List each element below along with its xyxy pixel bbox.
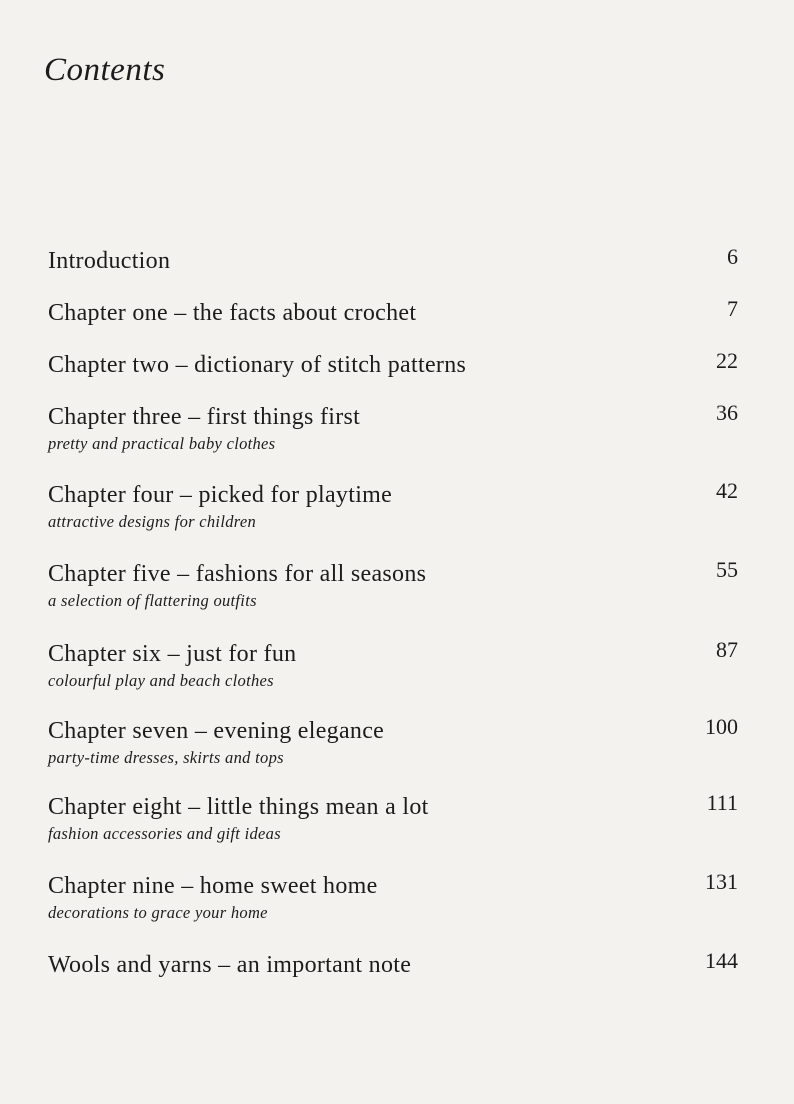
entry-title: Chapter four – picked for playtime	[48, 482, 393, 508]
entry-title: Chapter nine – home sweet home	[48, 873, 378, 899]
toc-entry-wools-and-yarns[interactable]	[48, 948, 738, 979]
toc-entry-chapter-seven[interactable]	[48, 714, 738, 768]
entry-subtitle: pretty and practical baby clothes	[48, 434, 276, 453]
toc-entry-chapter-one[interactable]	[48, 296, 738, 327]
entry-title: Chapter two – dictionary of stitch patterns	[48, 352, 467, 378]
entry-subtitle: party-time dresses, skirts and tops	[48, 748, 284, 767]
entry-title: Chapter eight – little things mean a lot	[48, 794, 429, 820]
toc-entry-chapter-nine[interactable]	[48, 869, 738, 923]
entry-subtitle: decorations to grace your home	[48, 903, 268, 922]
entry-page-number: 36	[716, 400, 738, 425]
entry-page-number: 7	[727, 296, 738, 321]
entry-title: Wools and yarns – an important note	[48, 952, 412, 978]
entry-subtitle: a selection of flattering outfits	[48, 591, 257, 610]
entry-page-number: 42	[716, 478, 738, 503]
toc-entry-chapter-two[interactable]	[48, 348, 738, 379]
entry-title: Chapter five – fashions for all seasons	[48, 561, 427, 587]
entry-subtitle: attractive designs for children	[48, 512, 257, 531]
entry-title: Chapter seven – evening elegance	[48, 718, 385, 744]
toc-entry-chapter-three[interactable]	[48, 400, 738, 454]
entry-page-number: 6	[727, 244, 738, 269]
entry-subtitle: fashion accessories and gift ideas	[48, 824, 281, 843]
entry-page-number: 87	[716, 637, 738, 662]
entry-title: Introduction	[48, 248, 171, 274]
entry-title: Chapter three – first things first	[48, 404, 361, 430]
entry-subtitle: colourful play and beach clothes	[48, 671, 274, 690]
entry-page-number: 100	[705, 714, 738, 739]
toc-entry-chapter-six[interactable]	[48, 637, 738, 691]
toc-entry-chapter-four[interactable]	[48, 478, 738, 532]
entry-title: Chapter six – just for fun	[48, 641, 297, 667]
entry-page-number: 22	[716, 348, 738, 373]
toc-entry-introduction[interactable]	[48, 244, 738, 275]
entry-page-number: 55	[716, 557, 738, 582]
entry-page-number: 131	[705, 869, 738, 894]
page-title: Contents	[44, 52, 166, 88]
toc-entry-chapter-eight[interactable]	[48, 790, 738, 844]
entry-title: Chapter one – the facts about crochet	[48, 300, 417, 326]
toc-entry-chapter-five[interactable]	[48, 557, 738, 611]
entry-page-number: 144	[705, 948, 738, 973]
entry-page-number: 111	[706, 790, 738, 815]
